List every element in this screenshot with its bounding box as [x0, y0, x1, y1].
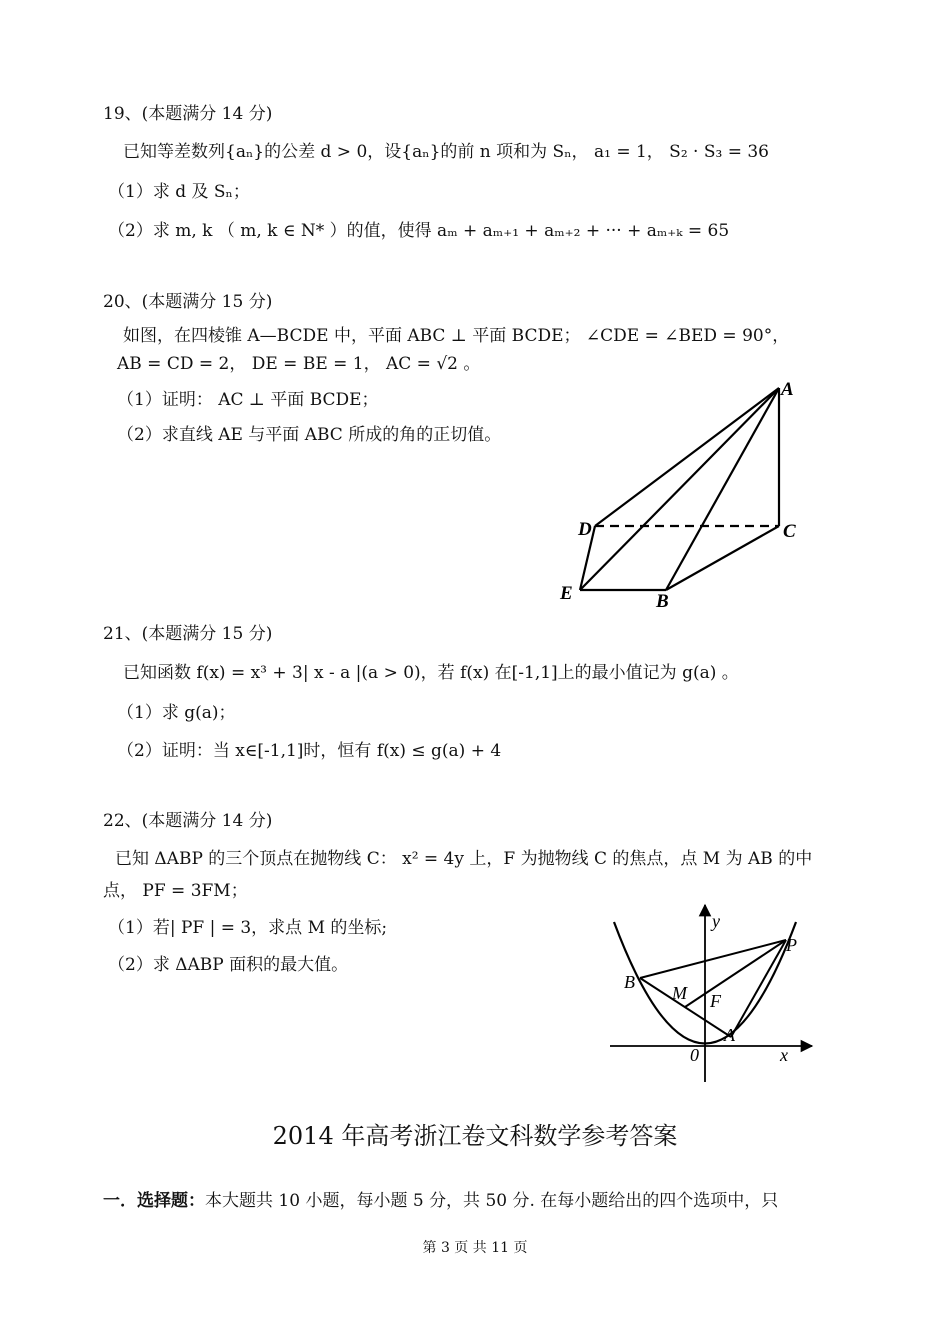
label-A: A: [781, 379, 794, 400]
q22-part1: （1）若| PF | = 3，求点 M 的坐标;: [108, 918, 388, 938]
label-B: B: [624, 972, 635, 992]
label-M: M: [672, 983, 687, 1003]
q20-header: 20、(本题满分 15 分): [103, 292, 273, 312]
section-text: 本大题共 10 小题，每小题 5 分，共 50 分. 在每小题给出的四个选项中，只: [205, 1191, 779, 1211]
label-P: P: [786, 935, 797, 955]
label-x: x: [780, 1045, 788, 1065]
q19-part2: （2）求 m, k （ m, k ∈ N* ）的值，使得 aₘ + aₘ₊₁ + aₘ₊₂ + ··· + aₘ₊ₖ = 65: [108, 221, 730, 241]
q21-part2: （2）证明：当 x∈[-1,1]时，恒有 f(x) ≤ g(a) + 4: [117, 741, 502, 761]
q20-part2: （2）求直线 AE 与平面 ABC 所成的角的正切值。: [117, 425, 502, 445]
q22-part2: （2）求 ΔABP 面积的最大值。: [108, 955, 349, 975]
section-label: 一．选择题：: [103, 1191, 205, 1211]
label-y: y: [712, 911, 720, 931]
edge-AD: [595, 388, 779, 526]
page-footer: 第 3 页 共 11 页: [422, 1240, 528, 1256]
label-A: A: [724, 1025, 735, 1045]
q21-statement: 已知函数 f(x) = x³ + 3| x - a |(a > 0)，若 f(x) 在[-1,1]上的最小值记为 g(a) 。: [123, 663, 739, 683]
label-E: E: [560, 583, 573, 604]
label-F: F: [710, 991, 721, 1011]
q21-header: 21、(本题满分 15 分): [103, 624, 273, 644]
q19-header: 19、(本题满分 14 分): [103, 104, 273, 124]
segment-MP: [685, 940, 786, 1007]
label-D: D: [578, 519, 592, 540]
label-B: B: [656, 591, 669, 612]
answer-section-intro: [103, 1190, 778, 1212]
edge-AB: [666, 388, 779, 590]
q21-part1: （1）求 g(a)；: [117, 703, 236, 723]
segment-AP: [731, 940, 786, 1037]
parabola-figure: [600, 895, 830, 1090]
q22-header: 22、(本题满分 14 分): [103, 811, 273, 831]
label-origin: 0: [690, 1045, 699, 1065]
q20-statement-line1: 如图，在四棱锥 A—BCDE 中，平面 ABC ⊥ 平面 BCDE； ∠CDE = ∠BED = 90°，: [123, 326, 790, 346]
q19-statement: 已知等差数列{aₙ}的公差 d > 0，设{aₙ}的前 n 项和为 Sₙ， a₁ = 1， S₂ · S₃ = 36: [123, 142, 769, 162]
q22-statement-line1: 已知 ΔABP 的三个顶点在抛物线 C： x² = 4y 上，F 为抛物线 C 的焦点，点 M 为 AB 的中: [115, 849, 813, 869]
q20-part1: （1）证明： AC ⊥ 平面 BCDE；: [117, 390, 379, 410]
label-C: C: [783, 521, 796, 542]
segment-BP: [640, 940, 786, 978]
edge-AE: [580, 388, 779, 590]
q22-statement-line2: 点， PF = 3FM；: [103, 881, 248, 901]
q20-statement-line2: AB = CD = 2， DE = BE = 1， AC = √2 。: [117, 354, 481, 374]
pyramid-figure: [550, 375, 820, 615]
answer-title: 2014 年高考浙江卷文科数学参考答案: [272, 1122, 678, 1150]
q19-part1: （1）求 d 及 Sₙ；: [108, 182, 250, 202]
